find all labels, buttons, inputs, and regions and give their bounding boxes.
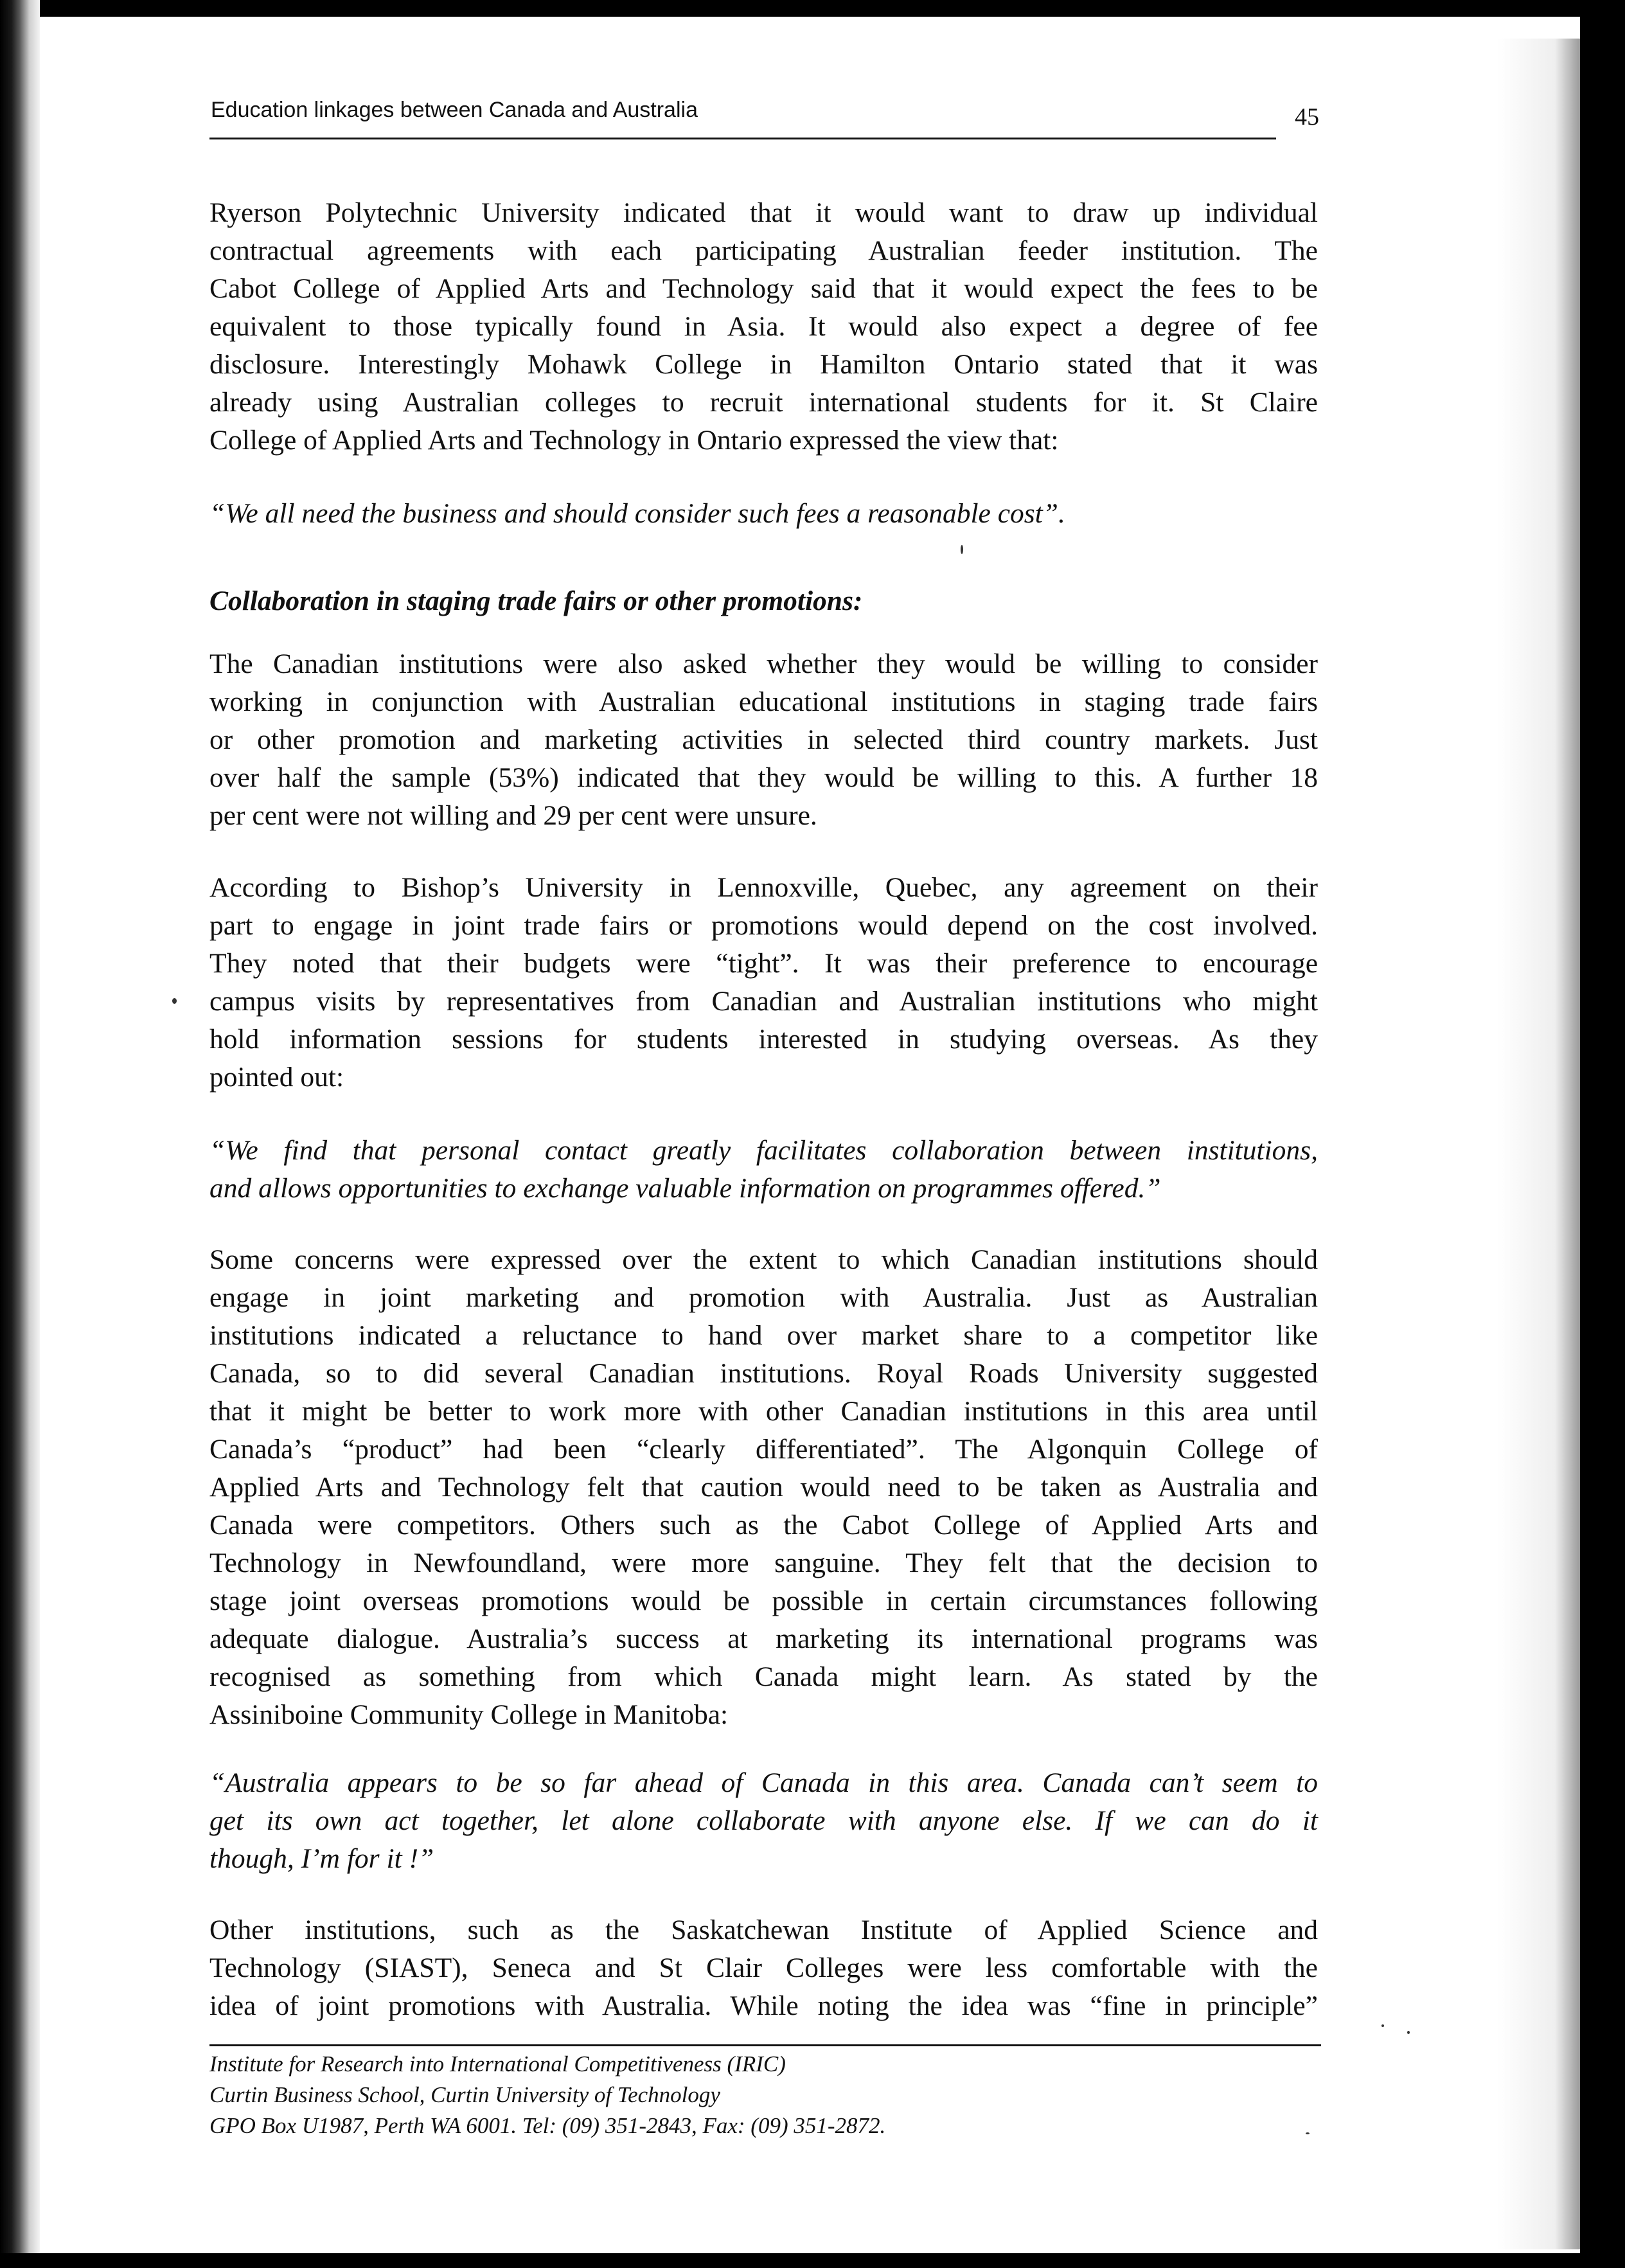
text-line: Canada were competitors. Others such as the Cabot College of Applied Arts and xyxy=(209,1510,1318,1540)
text-line: per cent were not willing and 29 per cent were unsure. xyxy=(209,800,817,831)
text-line: hold information sessions for students interested in studying overseas. As they xyxy=(209,1024,1318,1055)
quote-line: though, I’m for it !” xyxy=(209,1843,434,1874)
text-line: contractual agreements with each participating Australian feeder institution. The xyxy=(209,235,1318,266)
scan-speck xyxy=(1306,2132,1310,2134)
text-line: Cabot College of Applied Arts and Technology said that it would expect the fees to be xyxy=(209,273,1318,304)
footer-school: Curtin Business School, Curtin University of Technology xyxy=(209,2082,720,2107)
text-line: institutions indicated a reluctance to hand over market share to a competitor like xyxy=(209,1320,1318,1351)
text-line: Canada’s “product” had been “clearly differentiated”. The Algonquin College of xyxy=(209,1434,1318,1465)
text-line: Technology in Newfoundland, were more sanguine. They felt that the decision to xyxy=(209,1548,1318,1578)
text-line: Other institutions, such as the Saskatchewan Institute of Applied Science and xyxy=(209,1915,1318,1945)
footer-address xyxy=(209,2049,1302,2141)
text-line: already using Australian colleges to recruit international students for it. St Claire xyxy=(209,387,1318,418)
text-line: adequate dialogue. Australia’s success at marketing its international programs was xyxy=(209,1623,1318,1654)
paragraph-canadian-institutions xyxy=(209,645,1318,835)
right-edge-shadow xyxy=(1497,39,1581,2249)
text-line: or other promotion and marketing activities in selected third country markets. Just xyxy=(209,724,1318,755)
scan-speck xyxy=(1407,2031,1410,2034)
header-rule xyxy=(209,138,1276,139)
paragraph-ryerson xyxy=(209,194,1318,460)
quote-assiniboine xyxy=(209,1764,1318,1878)
scan-speck xyxy=(1381,2024,1384,2027)
text-line: Assiniboine Community College in Manitoba: xyxy=(209,1699,729,1730)
binding-shadow xyxy=(0,0,40,2268)
scan-speck xyxy=(961,545,963,554)
right-scan-border xyxy=(1580,0,1625,2268)
quote-line: “Australia appears to be so far ahead of Canada in this area. Canada can’t seem to xyxy=(209,1767,1318,1798)
text-line: idea of joint promotions with Australia. While noting the idea was “fine in principle” xyxy=(209,1990,1318,2021)
page-number: 45 xyxy=(1295,103,1319,130)
text-line: stage joint overseas promotions would be possible in certain circumstances following xyxy=(209,1585,1318,1616)
scan-speck xyxy=(172,998,177,1004)
paragraph-other-institutions xyxy=(209,1911,1318,2025)
running-header-title: Education linkages between Canada and Australia xyxy=(211,98,698,122)
section-heading xyxy=(209,582,1318,620)
bottom-scan-border xyxy=(0,2253,1625,2268)
text-line: Technology (SIAST), Seneca and St Clair Colleges were less comfortable with the xyxy=(209,1952,1318,1983)
text-line: Some concerns were expressed over the extent to which Canadian institutions should xyxy=(209,1244,1318,1275)
text-line: They noted that their budgets were “tight”. It was their preference to encourage xyxy=(209,948,1318,979)
text-line: Applied Arts and Technology felt that caution would need to be taken as Australia and xyxy=(209,1472,1318,1503)
text-line: The Canadian institutions were also asked whether they would be willing to consider xyxy=(209,648,1318,679)
text-line: Ryerson Polytechnic University indicated that it would want to draw up individual xyxy=(209,197,1318,228)
footer-contact: GPO Box U1987, Perth WA 6001. Tel: (09) 351-2843, Fax: (09) 351-2872. xyxy=(209,2113,886,2138)
text-line: campus visits by representatives from Canadian and Australian institutions who might xyxy=(209,986,1318,1017)
text-line: According to Bishop’s University in Lennoxville, Quebec, any agreement on their xyxy=(209,872,1318,903)
paragraph-concerns xyxy=(209,1241,1318,1734)
quote-line: “We find that personal contact greatly facilitates collaboration between institutions, xyxy=(209,1135,1318,1166)
text-line: Canada, so to did several Canadian institutions. Royal Roads University suggested xyxy=(209,1358,1318,1389)
text-line: that it might be better to work more with other Canadian institutions in this area until xyxy=(209,1396,1318,1427)
text-line: engage in joint marketing and promotion with Australia. Just as Australian xyxy=(209,1282,1318,1313)
text-line: working in conjunction with Australian educational institutions in staging trade fairs xyxy=(209,686,1318,717)
quote-line: get its own act together, let alone collaborate with anyone else. If we can do it xyxy=(209,1805,1318,1836)
quote-personal-contact xyxy=(209,1132,1318,1208)
quote-line: and allows opportunities to exchange valuable information on programmes offered.” xyxy=(209,1173,1161,1204)
quote-st-claire xyxy=(209,495,1318,533)
text-line: part to engage in joint trade fairs or promotions would depend on the cost involved. xyxy=(209,910,1318,941)
footer-rule xyxy=(209,2044,1321,2046)
text-line: disclosure. Interestingly Mohawk College in Hamilton Ontario stated that it was xyxy=(209,349,1318,380)
quote-line: “We all need the business and should consider such fees a reasonable cost”. xyxy=(209,498,1065,529)
text-line: over half the sample (53%) indicated that they would be willing to this. A further 18 xyxy=(209,762,1318,793)
text-line: College of Applied Arts and Technology in Ontario expressed the view that: xyxy=(209,425,1059,456)
footer-institute: Institute for Research into International Competitiveness (IRIC) xyxy=(209,2051,786,2076)
heading-text: Collaboration in staging trade fairs or other promotions: xyxy=(209,585,863,616)
text-line: recognised as something from which Canada might learn. As stated by the xyxy=(209,1661,1318,1692)
paragraph-bishops xyxy=(209,869,1318,1096)
text-line: pointed out: xyxy=(209,1062,344,1093)
text-line: equivalent to those typically found in Asia. It would also expect a degree of fee xyxy=(209,311,1318,342)
